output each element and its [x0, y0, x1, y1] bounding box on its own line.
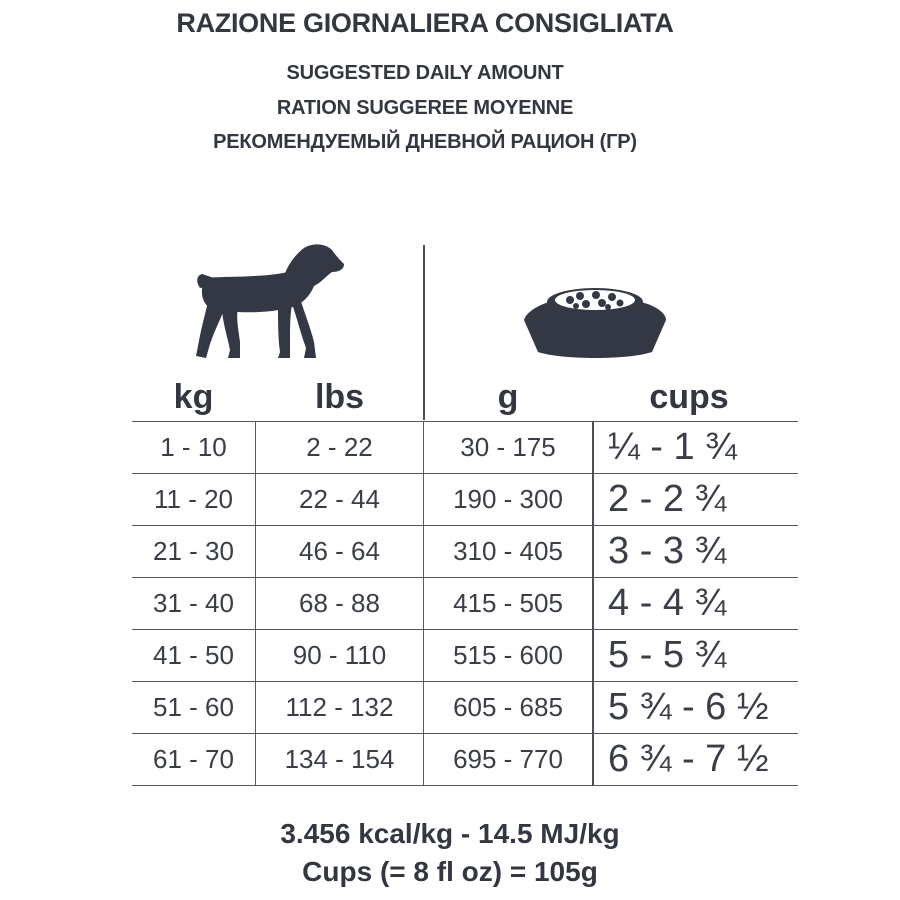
- subtitle-french: RATION SUGGEREE MOYENNE: [276, 97, 574, 119]
- cell-g: 515 - 600: [424, 630, 594, 682]
- table-row: [132, 526, 798, 578]
- cell-g: 605 - 685: [424, 682, 594, 734]
- table-row: [132, 422, 798, 474]
- cell-lbs: 2 - 22: [256, 422, 424, 474]
- cell-cups: 3 - 3 ¾: [593, 526, 798, 578]
- cell-cups: 2 - 2 ¾: [593, 474, 798, 526]
- header-g: g: [497, 378, 519, 416]
- cell-kg: 51 - 60: [132, 682, 256, 734]
- cell-g: 190 - 300: [424, 474, 594, 526]
- title-main: RAZIONE GIORNALIERA CONSIGLIATA: [176, 8, 674, 38]
- cell-cups: 5 - 5 ¾: [593, 630, 798, 682]
- cell-lbs: 46 - 64: [256, 526, 424, 578]
- table-row: [132, 474, 798, 526]
- energy-note: 3.456 kcal/kg - 14.5 MJ/kg: [280, 818, 620, 849]
- cell-kg: 21 - 30: [132, 526, 256, 578]
- table-row: [132, 682, 798, 734]
- cell-kg: 11 - 20: [132, 474, 256, 526]
- food-bowl-icon: [520, 280, 670, 358]
- cell-kg: 41 - 50: [132, 630, 256, 682]
- cell-lbs: 22 - 44: [256, 474, 424, 526]
- cups-conversion-note: Cups (= 8 fl oz) = 105g: [302, 856, 598, 887]
- table-row: [132, 630, 798, 682]
- cell-lbs: 90 - 110: [256, 630, 424, 682]
- subtitle-russian: РЕКОМЕНДУЕМЫЙ ДНЕВНОЙ РАЦИОН (ГР): [213, 131, 637, 153]
- cell-kg: 31 - 40: [132, 578, 256, 630]
- cell-cups: 5 ¾ - 6 ½: [593, 682, 798, 734]
- cell-g: 415 - 505: [424, 578, 594, 630]
- cell-g: 310 - 405: [424, 526, 594, 578]
- cell-g: 695 - 770: [424, 734, 594, 786]
- cell-g: 30 - 175: [424, 422, 594, 474]
- cell-lbs: 68 - 88: [256, 578, 424, 630]
- feeding-table: [132, 421, 798, 786]
- cell-lbs: 112 - 132: [256, 682, 424, 734]
- cell-cups: 6 ¾ - 7 ½: [593, 734, 798, 786]
- cell-kg: 1 - 10: [132, 422, 256, 474]
- cell-cups: 4 - 4 ¾: [593, 578, 798, 630]
- dog-silhouette-icon: [192, 242, 344, 362]
- table-row: [132, 734, 798, 786]
- header-cups: cups: [649, 378, 729, 416]
- cell-kg: 61 - 70: [132, 734, 256, 786]
- header-kg: kg: [173, 378, 214, 416]
- cell-lbs: 134 - 154: [256, 734, 424, 786]
- cell-cups: ¼ - 1 ¾: [593, 422, 798, 474]
- header-lbs: lbs: [314, 378, 365, 416]
- table-row: [132, 578, 798, 630]
- subtitle-english: SUGGESTED DAILY AMOUNT: [286, 62, 564, 84]
